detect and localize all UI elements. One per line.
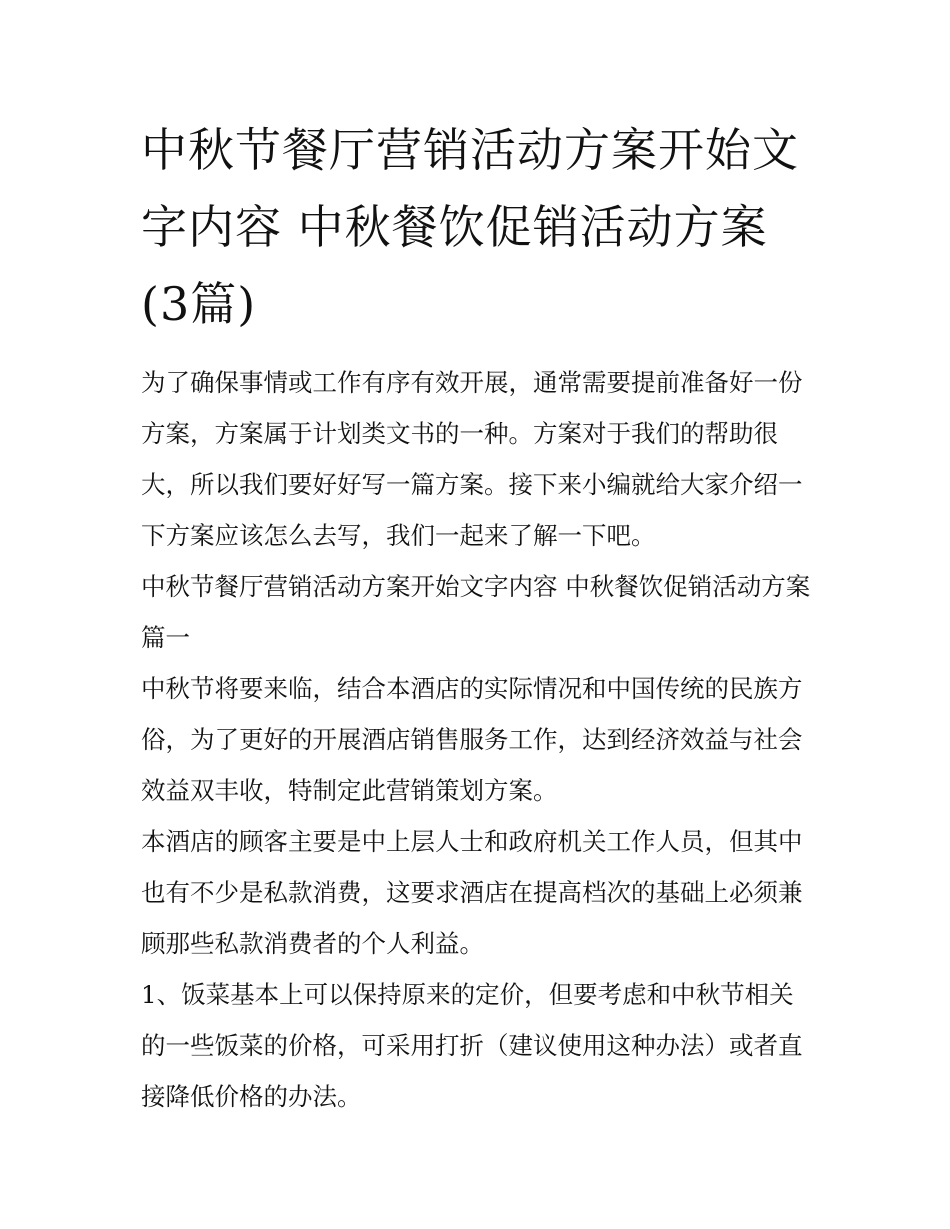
document-page	[141, 112, 813, 1122]
section-heading: 中秋节餐厅营销活动方案开始文字内容 中秋餐饮促销活动方案篇一	[141, 572, 811, 652]
body-paragraph: 本酒店的顾客主要是中上层人士和政府机关工作人员，但其中也有不少是私款消费，这要求酒店在提高档次的基础上必须兼顾那些私款消费者的个人利益。	[141, 827, 803, 958]
document-title: 中秋节餐厅营销活动方案开始文字内容 中秋餐饮促销活动方案(3篇)	[141, 123, 799, 331]
body-paragraph: 中秋节将要来临，结合本酒店的实际情况和中国传统的民族方俗，为了更好的开展酒店销售服务工作，达到经济效益与社会效益双丰收，特制定此营销策划方案。	[141, 674, 803, 805]
intro-paragraph: 为了确保事情或工作有序有效开展，通常需要提前准备好一份方案，方案属于计划类文书的一种。方案对于我们的帮助很大，所以我们要好好写一篇方案。接下来小编就给大家介绍一下方案应该怎么去写，我们一起来了解一下吧。	[141, 368, 803, 550]
list-item: 1、饭菜基本上可以保持原来的定价，但要考虑和中秋节相关的一些饭菜的价格，可采用打折（建议使用这种办法）或者直接降低价格的办法。	[141, 980, 803, 1111]
